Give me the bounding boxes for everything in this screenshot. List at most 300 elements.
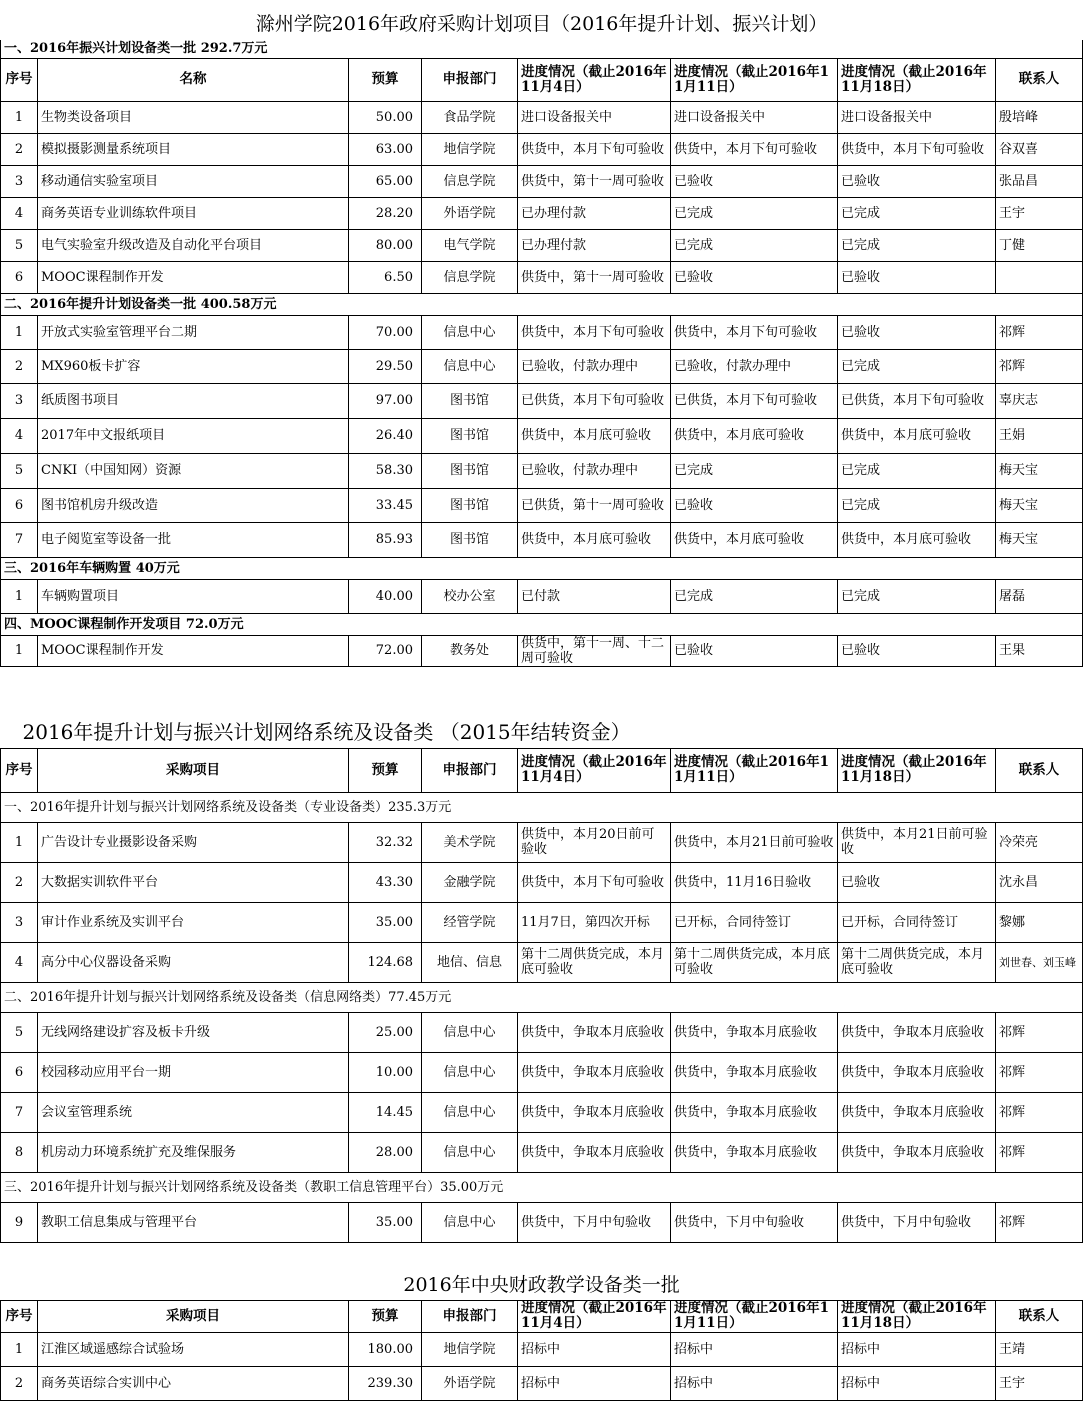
row-index — [1, 383, 38, 418]
row-budget — [349, 1332, 422, 1366]
row-department-text: 电气学院 — [443, 237, 496, 253]
row-department — [422, 165, 518, 197]
row-contact-text: 祁辉 — [999, 1064, 1026, 1080]
row-progress-nov18 — [838, 822, 996, 862]
row-progress-nov18 — [838, 418, 996, 453]
row-department-text: 信息学院 — [443, 269, 496, 285]
row-department-text: 信息学院 — [443, 173, 496, 189]
row-progress-nov11-text: 招标中 — [674, 1341, 714, 1357]
row-progress-nov11 — [671, 261, 838, 293]
row-progress-nov4 — [518, 1092, 671, 1132]
table-title: 滁州学院2016年政府采购计划项目（2016年提升计划、振兴计划） — [255, 13, 828, 35]
row-progress-nov18 — [838, 902, 996, 942]
row-progress-nov11-text: 已供货，本月下旬可验收 — [674, 393, 818, 408]
row-name-text: 商务英语综合实训中心 — [41, 1375, 172, 1391]
row-contact — [996, 942, 1083, 982]
row-budget — [349, 229, 422, 261]
section-title: 一、2016年提升计划与振兴计划网络系统及设备类（专业设备类）235.3万元 — [1, 792, 1083, 822]
row-index-text: 6 — [14, 497, 24, 513]
row-index — [1, 453, 38, 488]
row-department — [422, 579, 518, 613]
row-progress-nov18-text: 供货中，争取本月底验收 — [841, 1064, 985, 1080]
row-budget-text: 35.00 — [375, 1214, 413, 1230]
row-progress-nov4 — [518, 197, 671, 229]
row-department — [422, 197, 518, 229]
row-index-text: 2 — [14, 141, 24, 157]
row-contact — [996, 1332, 1083, 1366]
row-progress-nov18-text: 已验收 — [841, 173, 881, 189]
row-index — [1, 822, 38, 862]
row-contact-text: 王靖 — [999, 1341, 1026, 1357]
row-contact-text: 王宇 — [999, 205, 1026, 221]
row-progress-nov4-text: 11月7日，第四次开标 — [521, 914, 650, 930]
row-budget — [349, 822, 422, 862]
row-progress-nov18 — [838, 522, 996, 557]
row-progress-nov4-text: 供货中，本月底可验收 — [521, 428, 652, 443]
row-progress-nov18-text: 已完成 — [841, 588, 881, 604]
row-progress-nov18 — [838, 453, 996, 488]
header-budget: 预算 — [349, 748, 422, 792]
row-department-text: 图书馆 — [449, 428, 489, 443]
row-progress-nov11 — [671, 229, 838, 261]
table-row — [1, 635, 1083, 666]
row-contact — [996, 1052, 1083, 1092]
table-row — [1, 165, 1083, 197]
row-index — [1, 522, 38, 557]
row-index-text: 1 — [14, 834, 24, 850]
row-progress-nov18 — [838, 1202, 996, 1242]
row-name-text: 图书馆机房升级改造 — [41, 497, 159, 513]
table-title-row — [1, 8, 1083, 40]
row-index — [1, 261, 38, 293]
row-budget-text: 14.45 — [375, 1104, 413, 1120]
row-progress-nov4-text: 进口设备报关中 — [521, 109, 613, 125]
header-name: 采购项目 — [38, 1300, 349, 1332]
row-progress-nov18 — [838, 1366, 996, 1400]
row-name — [38, 1012, 349, 1052]
row-progress-nov11 — [671, 902, 838, 942]
row-department — [422, 453, 518, 488]
row-progress-nov18 — [838, 197, 996, 229]
row-progress-nov4 — [518, 902, 671, 942]
row-name — [38, 133, 349, 165]
row-name — [38, 197, 349, 229]
header-index: 序号 — [1, 58, 38, 101]
row-name-text: 机房动力环境系统扩充及维保服务 — [41, 1144, 237, 1160]
row-budget-text: 28.20 — [375, 205, 413, 221]
row-name — [38, 942, 349, 982]
header-name: 名称 — [38, 58, 349, 101]
row-progress-nov18-text: 已验收 — [841, 874, 881, 890]
row-department — [422, 1202, 518, 1242]
row-contact — [996, 453, 1083, 488]
row-progress-nov18-text: 已完成 — [841, 358, 881, 374]
row-contact — [996, 488, 1083, 522]
row-index-text: 7 — [14, 1104, 24, 1120]
table-row — [1, 822, 1083, 862]
section-row — [1, 792, 1083, 822]
row-progress-nov11 — [671, 488, 838, 522]
row-index-text: 2 — [14, 358, 24, 374]
row-progress-nov4 — [518, 383, 671, 418]
row-contact-text: 祁辉 — [999, 324, 1026, 340]
row-budget — [349, 383, 422, 418]
table-row — [1, 197, 1083, 229]
row-department — [422, 522, 518, 557]
row-progress-nov4-text: 已验收，付款办理中 — [521, 358, 639, 374]
row-department-text: 图书馆 — [449, 532, 489, 547]
row-progress-nov18 — [838, 349, 996, 383]
row-progress-nov11-text: 供货中，本月底可验收 — [674, 428, 805, 443]
row-name-text: 校园移动应用平台一期 — [41, 1064, 172, 1080]
table-row — [1, 579, 1083, 613]
row-contact-text: 祁辉 — [999, 1214, 1026, 1230]
row-progress-nov18 — [838, 165, 996, 197]
row-progress-nov4 — [518, 1202, 671, 1242]
row-progress-nov4 — [518, 488, 671, 522]
row-budget — [349, 315, 422, 349]
row-budget — [349, 1202, 422, 1242]
row-progress-nov4-text: 已办理付款 — [521, 205, 587, 221]
row-index-text: 4 — [14, 205, 24, 221]
row-progress-nov4 — [518, 1012, 671, 1052]
row-progress-nov11-text: 供货中，争取本月底验收 — [674, 1104, 818, 1120]
row-budget-text: 43.30 — [375, 874, 413, 890]
row-progress-nov18-text: 已完成 — [841, 205, 881, 221]
row-contact-text: 王宇 — [999, 1375, 1026, 1391]
table-row — [1, 383, 1083, 418]
row-index-text: 3 — [14, 393, 24, 408]
row-department — [422, 1052, 518, 1092]
row-budget — [349, 1366, 422, 1400]
header-progress-nov4: 进度情况（截止2016年11月4日） — [518, 748, 671, 792]
row-index-text: 8 — [14, 1144, 24, 1160]
row-contact — [996, 165, 1083, 197]
row-progress-nov18 — [838, 635, 996, 666]
row-budget-text: 6.50 — [384, 269, 413, 285]
row-contact — [996, 133, 1083, 165]
row-budget-text: 33.45 — [375, 497, 413, 513]
row-contact-text: 黎娜 — [999, 914, 1026, 930]
row-name-text: MX960板卡扩容 — [41, 358, 141, 374]
row-progress-nov18-text: 已完成 — [841, 497, 881, 513]
row-budget-text: 26.40 — [375, 428, 413, 443]
section-row — [1, 40, 1083, 58]
row-name-text: 开放式实验室管理平台二期 — [41, 324, 198, 340]
row-progress-nov11-text: 供货中，争取本月底验收 — [674, 1144, 818, 1160]
row-progress-nov18-text: 供货中，争取本月底验收 — [841, 1144, 985, 1160]
row-name-text: 会议室管理系统 — [41, 1104, 133, 1120]
table-row — [1, 1132, 1083, 1172]
header-budget: 预算 — [349, 1300, 422, 1332]
row-contact — [996, 902, 1083, 942]
row-progress-nov18-text: 第十二周供货完成，本月底可验收 — [841, 947, 985, 977]
row-progress-nov18 — [838, 488, 996, 522]
row-progress-nov4-text: 供货中，本月底可验收 — [521, 532, 652, 547]
row-index — [1, 1132, 38, 1172]
table-row — [1, 1366, 1083, 1400]
row-department — [422, 383, 518, 418]
row-budget — [349, 453, 422, 488]
row-index — [1, 635, 38, 666]
table-title: 2016年中央财政教学设备类一批 — [403, 1273, 680, 1296]
row-name — [38, 579, 349, 613]
row-progress-nov4 — [518, 165, 671, 197]
row-index — [1, 1012, 38, 1052]
row-progress-nov18-text: 供货中，争取本月底验收 — [841, 1104, 985, 1120]
row-progress-nov4 — [518, 453, 671, 488]
row-contact — [996, 349, 1083, 383]
row-name — [38, 1332, 349, 1366]
row-index — [1, 229, 38, 261]
header-progress-nov11: 进度情况（截止2016年11月11日） — [671, 1300, 838, 1332]
row-name — [38, 862, 349, 902]
row-name-text: 广告设计专业摄影设备采购 — [41, 834, 198, 850]
section-title: 二、2016年提升计划设备类一批 400.58万元 — [1, 293, 1083, 315]
row-contact-text: 梅天宝 — [999, 463, 1039, 478]
row-contact — [996, 315, 1083, 349]
row-name-text: 移动通信实验室项目 — [41, 173, 159, 189]
row-name — [38, 383, 349, 418]
row-index — [1, 902, 38, 942]
row-progress-nov11 — [671, 1332, 838, 1366]
section-title: 三、2016年提升计划与振兴计划网络系统及设备类（教职工信息管理平台）35.00万元 — [1, 1172, 1083, 1202]
row-department — [422, 229, 518, 261]
row-contact-text: 沈永昌 — [999, 874, 1039, 890]
row-progress-nov4 — [518, 349, 671, 383]
row-name-text: CNKI（中国知网）资源 — [41, 463, 182, 478]
row-name — [38, 822, 349, 862]
row-budget-text: 85.93 — [375, 532, 413, 547]
header-progress-nov18: 进度情况（截止2016年11月18日） — [838, 58, 996, 101]
row-department-text: 地信学院 — [443, 1341, 496, 1357]
table-row — [1, 902, 1083, 942]
row-index — [1, 1332, 38, 1366]
header-progress-nov11: 进度情况（截止2016年11月11日） — [671, 58, 838, 101]
row-department-text: 外语学院 — [443, 1375, 496, 1391]
header-row — [1, 58, 1083, 101]
row-progress-nov11-text: 已验收 — [674, 173, 714, 189]
row-progress-nov4 — [518, 133, 671, 165]
header-progress-nov4: 进度情况（截止2016年11月4日） — [518, 58, 671, 101]
row-progress-nov11 — [671, 315, 838, 349]
row-contact — [996, 579, 1083, 613]
row-contact-text: 王娟 — [999, 428, 1026, 443]
row-contact — [996, 383, 1083, 418]
row-budget-text: 80.00 — [375, 237, 413, 253]
row-name — [38, 1052, 349, 1092]
row-progress-nov11-text: 已完成 — [674, 205, 714, 221]
row-progress-nov11 — [671, 522, 838, 557]
row-department-text: 食品学院 — [443, 109, 496, 125]
row-name — [38, 1202, 349, 1242]
row-name — [38, 418, 349, 453]
row-contact — [996, 418, 1083, 453]
row-department — [422, 1012, 518, 1052]
row-budget — [349, 579, 422, 613]
row-progress-nov18 — [838, 862, 996, 902]
row-index — [1, 862, 38, 902]
header-index: 序号 — [1, 1300, 38, 1332]
row-index — [1, 942, 38, 982]
row-progress-nov18-text: 已供货，本月下旬可验收 — [841, 393, 985, 408]
row-progress-nov4 — [518, 101, 671, 133]
row-index-text: 7 — [14, 532, 24, 547]
row-name — [38, 522, 349, 557]
row-index — [1, 133, 38, 165]
row-progress-nov4-text: 招标中 — [521, 1341, 561, 1357]
row-progress-nov4-text: 供货中，第十一周、十二周可验收 — [521, 635, 665, 666]
table-row — [1, 133, 1083, 165]
procurement-table-2 — [0, 716, 1083, 1243]
row-contact-text: 辜庆志 — [999, 393, 1039, 408]
row-index-text: 1 — [14, 643, 24, 658]
row-progress-nov11 — [671, 822, 838, 862]
row-contact-text: 丁健 — [999, 237, 1026, 253]
row-budget-text: 180.00 — [367, 1341, 413, 1357]
row-department — [422, 1366, 518, 1400]
row-progress-nov4-text: 供货中，本月下旬可验收 — [521, 874, 665, 890]
row-contact-text: 刘世春、刘玉峰 — [999, 955, 1076, 969]
row-progress-nov18-text: 供货中，本月底可验收 — [841, 532, 972, 547]
row-progress-nov4-text: 供货中，争取本月底验收 — [521, 1024, 665, 1040]
header-department: 申报部门 — [422, 748, 518, 792]
row-progress-nov18 — [838, 133, 996, 165]
row-progress-nov18-text: 已完成 — [841, 237, 881, 253]
row-name — [38, 349, 349, 383]
header-progress-nov18: 进度情况（截止2016年11月18日） — [838, 748, 996, 792]
row-department — [422, 349, 518, 383]
row-budget — [349, 101, 422, 133]
table-row — [1, 1052, 1083, 1092]
row-progress-nov11-text: 供货中，本月21日前可验收 — [674, 834, 834, 850]
row-progress-nov11 — [671, 635, 838, 666]
row-budget-text: 63.00 — [375, 141, 413, 157]
row-department — [422, 1332, 518, 1366]
row-name — [38, 453, 349, 488]
table-row — [1, 522, 1083, 557]
row-name-text: 商务英语专业训练软件项目 — [41, 205, 198, 221]
row-budget — [349, 1092, 422, 1132]
header-progress-nov18: 进度情况（截止2016年11月18日） — [838, 1300, 996, 1332]
row-department — [422, 635, 518, 666]
row-index — [1, 1052, 38, 1092]
row-budget — [349, 902, 422, 942]
row-name — [38, 488, 349, 522]
table-row — [1, 229, 1083, 261]
row-progress-nov11 — [671, 1052, 838, 1092]
row-budget — [349, 862, 422, 902]
row-name-text: 高分中心仪器设备采购 — [41, 954, 172, 970]
row-budget — [349, 635, 422, 666]
row-progress-nov4-text: 招标中 — [521, 1375, 561, 1391]
row-index — [1, 1366, 38, 1400]
row-budget — [349, 1012, 422, 1052]
row-name-text: 车辆购置项目 — [41, 588, 120, 604]
row-name-text: 模拟摄影测量系统项目 — [41, 141, 172, 157]
row-index-text: 5 — [14, 1024, 24, 1040]
row-contact-text: 祁辉 — [999, 1024, 1026, 1040]
section-row — [1, 557, 1083, 579]
row-name-text: 纸质图书项目 — [41, 393, 120, 408]
row-department-text: 图书馆 — [449, 497, 489, 513]
table-row — [1, 1012, 1083, 1052]
row-progress-nov11-text: 进口设备报关中 — [674, 109, 766, 125]
header-budget: 预算 — [349, 58, 422, 101]
row-progress-nov11-text: 已完成 — [674, 588, 714, 604]
row-budget-text: 10.00 — [375, 1064, 413, 1080]
row-progress-nov18 — [838, 383, 996, 418]
table-row — [1, 1092, 1083, 1132]
row-progress-nov11 — [671, 101, 838, 133]
section-row — [1, 293, 1083, 315]
row-progress-nov18 — [838, 579, 996, 613]
row-name — [38, 1092, 349, 1132]
row-name — [38, 1132, 349, 1172]
table-row — [1, 101, 1083, 133]
row-progress-nov18-text: 招标中 — [841, 1375, 881, 1391]
row-progress-nov11-text: 供货中，下月中旬验收 — [674, 1214, 805, 1230]
row-progress-nov4 — [518, 822, 671, 862]
row-progress-nov11 — [671, 197, 838, 229]
row-progress-nov18-text: 已验收 — [841, 269, 881, 285]
row-contact-text: 屠磊 — [999, 588, 1026, 604]
row-progress-nov18-text: 供货中，本月底可验收 — [841, 428, 972, 443]
table-title: 2016年提升计划与振兴计划网络系统及设备类 （2015年结转资金） — [22, 719, 631, 744]
row-progress-nov4 — [518, 1132, 671, 1172]
section-title: 二、2016年提升计划与振兴计划网络系统及设备类（信息网络类）77.45万元 — [1, 982, 1083, 1012]
row-progress-nov18 — [838, 315, 996, 349]
row-contact — [996, 1092, 1083, 1132]
row-contact-text: 梅天宝 — [999, 497, 1039, 513]
row-progress-nov11-text: 已验收 — [674, 269, 714, 285]
row-budget-text: 239.30 — [367, 1375, 413, 1391]
row-contact — [996, 1012, 1083, 1052]
row-contact-text: 谷双喜 — [999, 141, 1039, 157]
row-progress-nov11-text: 供货中，本月底可验收 — [674, 532, 805, 547]
row-progress-nov4 — [518, 229, 671, 261]
row-name — [38, 315, 349, 349]
section-title: 三、2016年车辆购置 40万元 — [1, 557, 1083, 579]
row-progress-nov4-text: 供货中，第十一周可验收 — [521, 269, 665, 285]
row-progress-nov4 — [518, 1332, 671, 1366]
row-department-text: 信息中心 — [443, 358, 496, 374]
row-budget — [349, 197, 422, 229]
row-department-text: 地信、信息 — [436, 954, 502, 970]
row-name — [38, 635, 349, 666]
row-department — [422, 488, 518, 522]
table-row — [1, 488, 1083, 522]
row-index-text: 1 — [14, 324, 24, 340]
row-department-text: 信息中心 — [443, 1104, 496, 1120]
row-name-text: MOOC课程制作开发 — [41, 643, 164, 658]
row-contact — [996, 229, 1083, 261]
row-progress-nov18-text: 已验收 — [841, 324, 881, 340]
header-index: 序号 — [1, 748, 38, 792]
header-contact: 联系人 — [996, 58, 1083, 101]
row-budget — [349, 1052, 422, 1092]
row-progress-nov4 — [518, 418, 671, 453]
row-progress-nov18 — [838, 942, 996, 982]
row-budget-text: 124.68 — [367, 954, 413, 970]
row-index-text: 5 — [14, 463, 24, 478]
table-row — [1, 453, 1083, 488]
row-department — [422, 1132, 518, 1172]
row-department — [422, 862, 518, 902]
row-progress-nov11 — [671, 942, 838, 982]
row-name-text: MOOC课程制作开发 — [41, 269, 164, 285]
row-progress-nov11-text: 已完成 — [674, 463, 714, 478]
